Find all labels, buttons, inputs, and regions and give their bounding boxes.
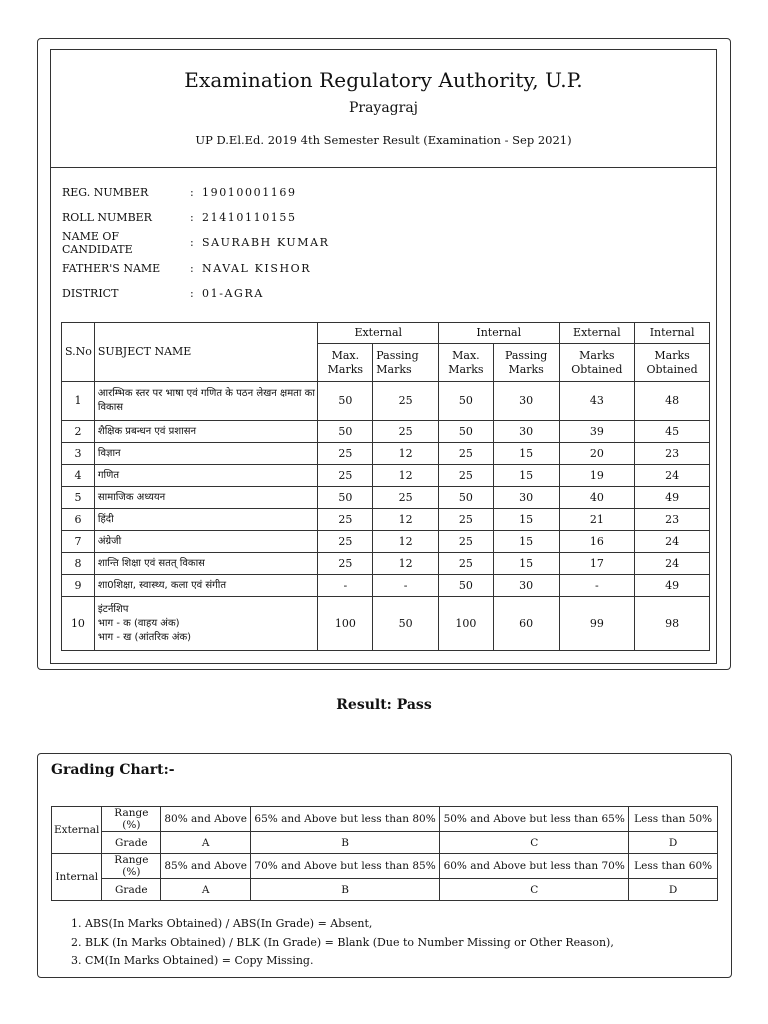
grading-table bbox=[51, 806, 718, 901]
district: 01-AGRA bbox=[202, 286, 264, 300]
cell-ext-max: 25 bbox=[318, 443, 373, 465]
cell-ext-obt: 99 bbox=[559, 597, 635, 651]
table-row bbox=[62, 575, 710, 597]
cell-ext-max: 100 bbox=[318, 597, 373, 651]
cell-subject: सामाजिक अध्ययन bbox=[94, 487, 318, 509]
roll-number: 21410110155 bbox=[202, 211, 297, 225]
info-separator: : bbox=[190, 186, 194, 200]
grading-cell: A bbox=[161, 832, 251, 854]
table-row bbox=[62, 597, 710, 651]
cell-ext-pass: 12 bbox=[373, 465, 439, 487]
cell-subject bbox=[94, 597, 318, 651]
info-row-reg bbox=[62, 180, 330, 205]
grading-row bbox=[52, 832, 718, 854]
grading-cell: 85% and Above bbox=[161, 854, 251, 879]
grading-cell: 50% and Above but less than 65% bbox=[440, 807, 629, 832]
cell-int-obt: 24 bbox=[635, 553, 710, 575]
result-card bbox=[37, 38, 731, 670]
cell-sno: 7 bbox=[62, 531, 95, 553]
cell-sno: 3 bbox=[62, 443, 95, 465]
father-name: NAVAL KISHOR bbox=[202, 261, 312, 275]
cell-sno: 1 bbox=[62, 382, 95, 421]
grading-cell: Less than 60% bbox=[629, 854, 718, 879]
table-row bbox=[62, 465, 710, 487]
cell-ext-obt: 21 bbox=[559, 509, 635, 531]
grading-chart bbox=[37, 753, 732, 978]
info-label: FATHER'S NAME bbox=[62, 261, 161, 275]
cell-int-obt: 98 bbox=[635, 597, 710, 651]
cell-int-max: 100 bbox=[439, 597, 494, 651]
info-separator: : bbox=[190, 286, 194, 300]
cell-int-obt: 49 bbox=[635, 575, 710, 597]
cell-ext-obt: 40 bbox=[559, 487, 635, 509]
info-row-father bbox=[62, 256, 330, 281]
grading-cell: C bbox=[440, 879, 629, 901]
subject-line: भाग - ख (आंतरिक अंक) bbox=[97, 631, 192, 643]
grading-cell: B bbox=[251, 879, 440, 901]
grading-range-label: Range (%) bbox=[102, 807, 161, 832]
grading-cell: 80% and Above bbox=[161, 807, 251, 832]
cell-ext-max: 25 bbox=[318, 465, 373, 487]
grading-row bbox=[52, 854, 718, 879]
cell-subject: आरम्भिक स्तर पर भाषा एवं गणित के पठन लेखन क्षमता का विकास bbox=[94, 382, 318, 421]
info-separator: : bbox=[190, 236, 194, 250]
cell-int-pass: 15 bbox=[493, 443, 559, 465]
info-separator: : bbox=[190, 261, 194, 275]
header-int-max: Max. Marks bbox=[439, 344, 494, 382]
cell-ext-pass: 50 bbox=[373, 597, 439, 651]
cell-int-max: 25 bbox=[439, 465, 494, 487]
cell-int-obt: 24 bbox=[635, 531, 710, 553]
cell-int-obt: 23 bbox=[635, 509, 710, 531]
grading-notes bbox=[71, 915, 614, 971]
cell-sno: 2 bbox=[62, 421, 95, 443]
header-internal-obtained: Internal bbox=[635, 323, 710, 344]
cell-ext-max: 25 bbox=[318, 531, 373, 553]
marks-table bbox=[61, 322, 710, 651]
info-separator: : bbox=[190, 211, 194, 225]
subject-line: भाग - क (वाहय अंक) bbox=[97, 617, 180, 629]
candidate-name: SAURABH KUMAR bbox=[202, 236, 330, 250]
note-item: 1. ABS(In Marks Obtained) / ABS(In Grade) = Absent, bbox=[71, 917, 373, 930]
cell-ext-pass: 12 bbox=[373, 443, 439, 465]
cell-ext-max: 25 bbox=[318, 553, 373, 575]
header-int-obt: Marks Obtained bbox=[635, 344, 710, 382]
cell-int-obt: 45 bbox=[635, 421, 710, 443]
header-internal: Internal bbox=[439, 323, 560, 344]
grading-grade-label: Grade bbox=[102, 879, 161, 901]
grading-cell: D bbox=[629, 879, 718, 901]
cell-int-pass: 30 bbox=[493, 575, 559, 597]
grading-cell: D bbox=[629, 832, 718, 854]
result-card-inner bbox=[50, 49, 717, 664]
header-external: External bbox=[318, 323, 439, 344]
grading-grade-label: Grade bbox=[102, 832, 161, 854]
cell-ext-max: 50 bbox=[318, 487, 373, 509]
grading-cell: A bbox=[161, 879, 251, 901]
cell-ext-pass: 25 bbox=[373, 487, 439, 509]
cell-int-max: 25 bbox=[439, 509, 494, 531]
cell-subject: हिंदी bbox=[94, 509, 318, 531]
info-label: DISTRICT bbox=[62, 286, 119, 300]
info-label: REG. NUMBER bbox=[62, 186, 149, 200]
grading-internal-label: Internal bbox=[52, 854, 102, 901]
cell-subject: शैक्षिक प्रबन्धन एवं प्रशासन bbox=[94, 421, 318, 443]
grading-cell: C bbox=[440, 832, 629, 854]
cell-int-obt: 48 bbox=[635, 382, 710, 421]
cell-ext-pass: 12 bbox=[373, 509, 439, 531]
cell-ext-pass: - bbox=[373, 575, 439, 597]
header-subject: SUBJECT NAME bbox=[94, 323, 318, 382]
cell-ext-pass: 25 bbox=[373, 421, 439, 443]
note-item: 2. BLK (In Marks Obtained) / BLK (In Grade) = Blank (Due to Number Missing or Other Reason), bbox=[71, 935, 614, 949]
cell-subject: शान्ति शिक्षा एवं सतत् विकास bbox=[94, 553, 318, 575]
marks-body bbox=[62, 382, 710, 651]
cell-subject: शा0शिक्षा, स्वास्थ्य, कला एवं संगीत bbox=[94, 575, 318, 597]
cell-int-pass: 60 bbox=[493, 597, 559, 651]
cell-sno: 10 bbox=[62, 597, 95, 651]
subject-line: इंटर्नशिप bbox=[97, 603, 129, 615]
cell-sno: 9 bbox=[62, 575, 95, 597]
header-int-pass: Passing Marks bbox=[493, 344, 559, 382]
table-row bbox=[62, 421, 710, 443]
cell-ext-obt: 19 bbox=[559, 465, 635, 487]
authority-city: Prayagraj bbox=[348, 100, 419, 116]
candidate-info bbox=[62, 180, 330, 306]
cell-ext-obt: 20 bbox=[559, 443, 635, 465]
table-row bbox=[62, 443, 710, 465]
cell-subject: अंग्रेजी bbox=[94, 531, 318, 553]
cell-int-obt: 24 bbox=[635, 465, 710, 487]
grading-row bbox=[52, 879, 718, 901]
cell-sno: 5 bbox=[62, 487, 95, 509]
note-item: 3. CM(In Marks Obtained) = Copy Missing. bbox=[71, 954, 314, 967]
cell-ext-max: 25 bbox=[318, 509, 373, 531]
cell-sno: 8 bbox=[62, 553, 95, 575]
cell-sno: 6 bbox=[62, 509, 95, 531]
cell-ext-obt: 16 bbox=[559, 531, 635, 553]
cell-int-pass: 30 bbox=[493, 382, 559, 421]
cell-int-max: 25 bbox=[439, 531, 494, 553]
header-sno: S.No bbox=[62, 323, 95, 382]
result-header bbox=[51, 50, 716, 168]
header-ext-pass: Passing Marks bbox=[373, 344, 439, 382]
header-ext-max: Max. Marks bbox=[318, 344, 373, 382]
cell-int-pass: 30 bbox=[493, 421, 559, 443]
cell-int-max: 50 bbox=[439, 575, 494, 597]
table-row bbox=[62, 487, 710, 509]
grading-row bbox=[52, 807, 718, 832]
reg-number: 19010001169 bbox=[202, 186, 297, 200]
result-status: Result: Pass bbox=[336, 697, 432, 713]
cell-ext-obt: - bbox=[559, 575, 635, 597]
cell-ext-max: 50 bbox=[318, 382, 373, 421]
cell-ext-pass: 12 bbox=[373, 531, 439, 553]
info-label: NAME OF CANDIDATE bbox=[62, 229, 133, 256]
grading-cell: 60% and Above but less than 70% bbox=[440, 854, 629, 879]
info-row-district bbox=[62, 281, 330, 306]
cell-int-pass: 15 bbox=[493, 553, 559, 575]
cell-int-obt: 49 bbox=[635, 487, 710, 509]
grading-cell: Less than 50% bbox=[629, 807, 718, 832]
grading-cell: B bbox=[251, 832, 440, 854]
table-row bbox=[62, 509, 710, 531]
cell-int-pass: 15 bbox=[493, 509, 559, 531]
cell-ext-obt: 39 bbox=[559, 421, 635, 443]
info-row-roll bbox=[62, 205, 330, 230]
cell-int-max: 50 bbox=[439, 487, 494, 509]
grading-external-label: External bbox=[52, 807, 102, 854]
info-label: ROLL NUMBER bbox=[62, 211, 152, 225]
cell-int-max: 25 bbox=[439, 443, 494, 465]
cell-subject: विज्ञान bbox=[94, 443, 318, 465]
grading-range-label: Range (%) bbox=[102, 854, 161, 879]
cell-int-max: 50 bbox=[439, 421, 494, 443]
cell-ext-pass: 12 bbox=[373, 553, 439, 575]
table-row bbox=[62, 553, 710, 575]
cell-subject: गणित bbox=[94, 465, 318, 487]
info-row-name bbox=[62, 230, 330, 255]
cell-sno: 4 bbox=[62, 465, 95, 487]
cell-int-pass: 15 bbox=[493, 531, 559, 553]
cell-ext-max: - bbox=[318, 575, 373, 597]
grading-title: Grading Chart:- bbox=[51, 762, 175, 778]
cell-int-pass: 30 bbox=[493, 487, 559, 509]
table-row bbox=[62, 382, 710, 421]
cell-int-obt: 23 bbox=[635, 443, 710, 465]
header-ext-obt: Marks Obtained bbox=[559, 344, 635, 382]
cell-int-max: 50 bbox=[439, 382, 494, 421]
grading-cell: 70% and Above but less than 85% bbox=[251, 854, 440, 879]
exam-title: UP D.El.Ed. 2019 4th Semester Result (Examination - Sep 2021) bbox=[195, 133, 572, 147]
cell-ext-obt: 43 bbox=[559, 382, 635, 421]
authority-title: Examination Regulatory Authority, U.P. bbox=[184, 68, 583, 92]
cell-ext-pass: 25 bbox=[373, 382, 439, 421]
cell-ext-obt: 17 bbox=[559, 553, 635, 575]
table-row bbox=[62, 531, 710, 553]
header-external-obtained: External bbox=[559, 323, 635, 344]
cell-int-max: 25 bbox=[439, 553, 494, 575]
cell-ext-max: 50 bbox=[318, 421, 373, 443]
grading-cell: 65% and Above but less than 80% bbox=[251, 807, 440, 832]
cell-int-pass: 15 bbox=[493, 465, 559, 487]
